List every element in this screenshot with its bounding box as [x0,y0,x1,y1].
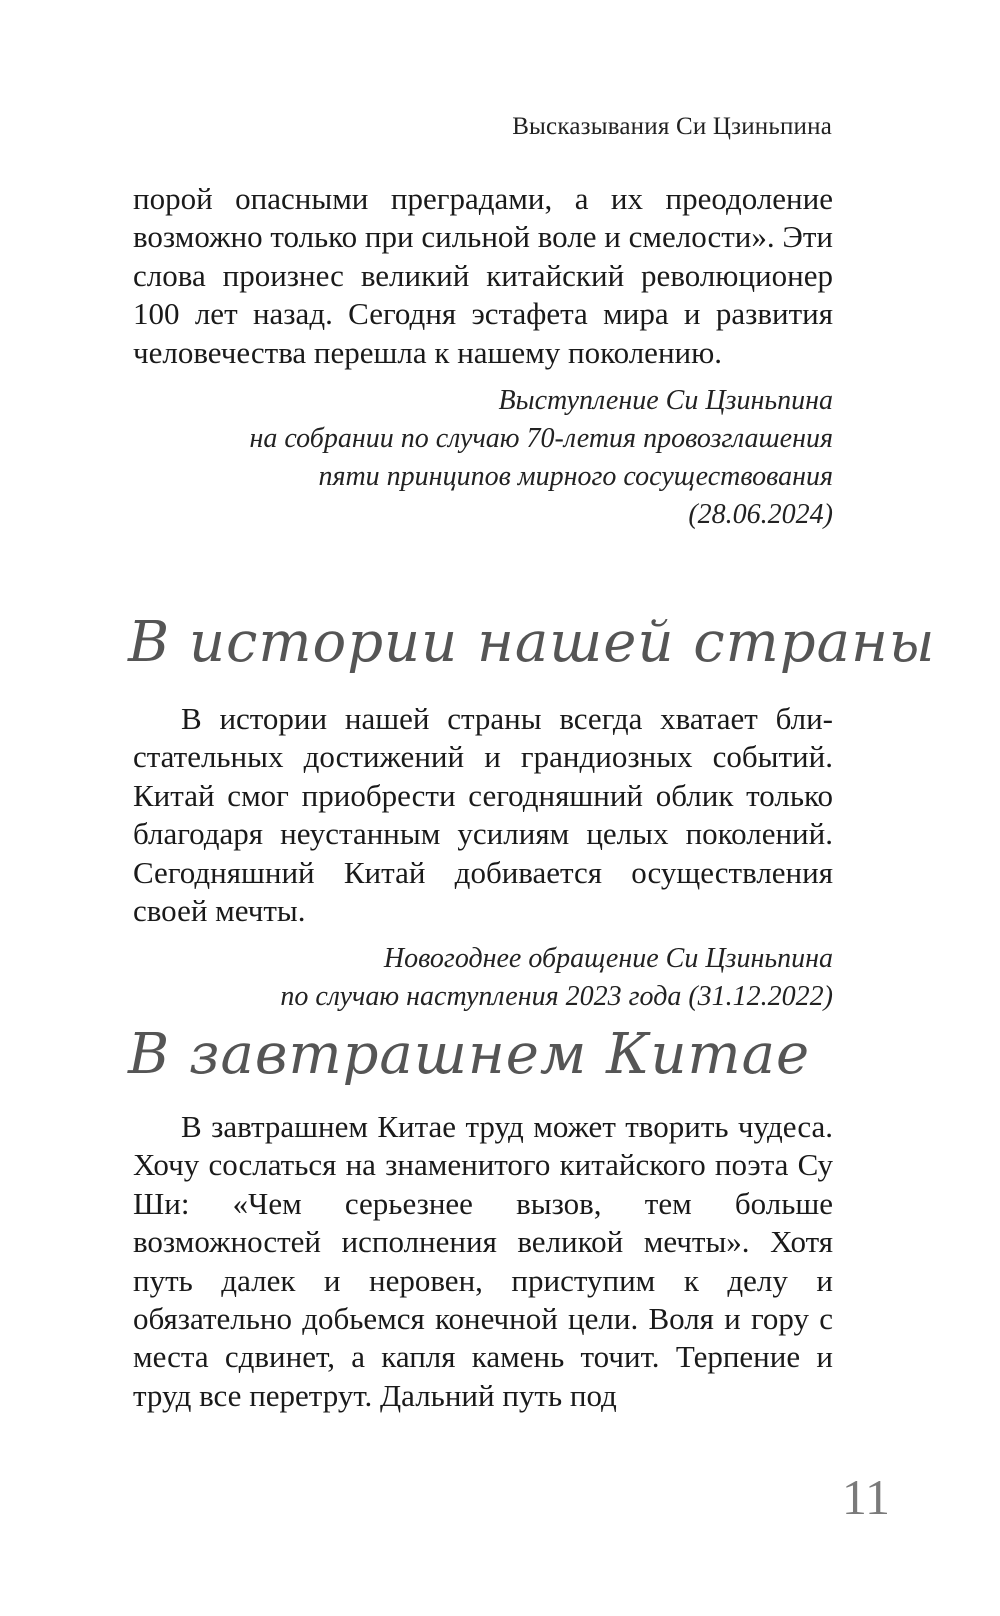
section-heading-tomorrow: В завтрашнем Китае [128,1022,811,1087]
section-3 [133,1108,833,1415]
section-2 [133,700,833,1016]
source-line: пяти принципов мирного сосуществования [318,461,833,493]
running-title: Высказывания Си Цзиньпина [512,113,832,140]
source-line: (28.06.2024) [688,499,833,531]
source-line: по случаю наступления 2023 года (31.12.2022) [280,981,833,1013]
section-heading-history: В истории нашей страны [128,610,936,675]
source-citation-1 [133,382,833,534]
source-line: на собрании по случаю 70-летия провозглашения [249,423,833,455]
paragraph-2: В истории нашей страны всегда хватает блистательных достижений и грандиозных событий. Китай смог приобрести сегодняшний облик только благодаря неустанным усилиям целых поколений. Сегодняшний Китай добивается осуществления своей мечты. [133,701,833,929]
section-1 [133,180,833,534]
paragraph-3: В завтрашнем Китае труд может творить чудеса. Хочу сослаться на знаменитого китайского поэта Су Ши: «Чем серьезнее вызов, тем больше возможностей исполнения великой мечты». Хотя путь далек и неровен, приступим к делу и обязательно добьемся конечной цели. Воля и гору с места сдвинет, а капля камень точит. Терпение и труд все перетрут. Дальний путь под [133,1109,833,1413]
source-line: Выступление Си Цзиньпина [498,385,833,417]
page-number: 11 [841,1469,890,1525]
source-citation-2 [133,940,833,1016]
paragraph-1: порой опасными преградами, а их преодоление возможно только при сильной воле и смелости». Эти слова произнес великий китайский революционер 100 лет назад. Сегодня эстафета мира и развития человечества перешла к нашему поколению. [133,181,833,370]
source-line: Новогоднее обращение Си Цзиньпина [383,943,833,975]
